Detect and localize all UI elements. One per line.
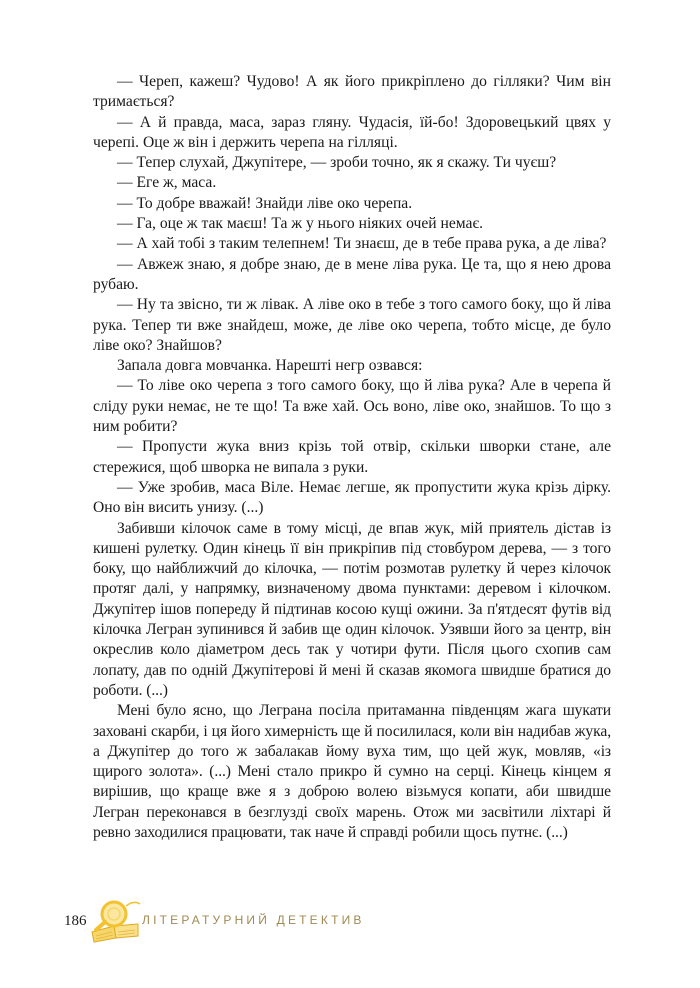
paragraph: — Уже зробив, маса Віле. Немає легше, як пропустити жука крізь дірку. Оно він висить унизу. (...) — [93, 478, 611, 517]
paragraph: — Тепер слухай, Джупітере, — зроби точно, як я скажу. Ти чуєш? — [117, 154, 557, 172]
paragraph: Забивши кілочок саме в тому місці, де впав жук, мій приятель дістав із кишені рулетку. Один кінець її він прикріпив під стовбуром дерева, — з того боку, що найближчий до кілочка, — потім розмотав рулетку й через кілочок протяг далі, у напрямку, визначеному двома пунктами: деревом і кілочком. Джупітер ішов попереду й підтинав косою кущі ожини. За п'ятдесят футів від кілочка Легран зупинився й забив ще один кілочок. Узявши його за центр, він окреслив коло діаметром десь так у чотири фути. Після цього схопив сам лопату, дав по одній Джупітерові й мені й сказав якомога швидше братися до роботи. (...) — [93, 519, 611, 699]
paragraph: — Череп, кажеш? Чудово! А як його прикріплено до гілляки? Чим він тримається? — [93, 73, 611, 111]
series-title: ЛІТЕРАТУРНИЙ ДЕТЕКТИВ — [142, 913, 365, 927]
paragraph: Мені було ясно, що Леграна посіла притаманна південцям жага шукати заховані скарби, і ця його химерність ще й посилилася, коли він надибав жука, а Джупітер до того ж забалакав йому вуха тим, що цей жук, мовляв, «із щирого золота». (...) Мені стало прикро й сумно на серці. Кінець кінцем я вирішив, що краще вже я з доброю волею візьмуся копати, аби швидше Легран переконався в безглузді своїх марень. Отож ми засвітили ліхтарі й ревно заходилися працювати, так наче й справді робили щось путнє. (...) — [93, 702, 611, 841]
paragraph: Запала довга мовчанка. Нарешті негр озвався: — [117, 357, 423, 375]
paragraph: — Га, оце ж так маєш! Та ж у нього ніяких очей немає. — [117, 215, 484, 233]
magnifier-book-logo-icon — [88, 896, 144, 951]
paragraph: — Авжеж знаю, я добре знаю, де в мене ліва рука. Це та, що я нею дрова рубаю. — [93, 255, 611, 293]
page-footer — [64, 896, 664, 956]
paragraph: — Ну та звісно, ти ж лівак. А ліве око в тебе з того самого боку, що й ліва рука. Тепер ти вже знайдеш, може, де ліве око черепа, тобто місце, де було ліве око? Знайшов? — [93, 296, 611, 354]
paragraph: — А хай тобі з таким телепнем! Ти знаєш, де в тебе права рука, а де ліва? — [117, 235, 607, 253]
paragraph: — То добре вважай! Знайди ліве око черепа. — [117, 194, 413, 212]
paragraph: — Пропусти жука вниз крізь той отвір, скільки шворки стане, але стережися, щоб шворка не випала з руки. — [93, 438, 611, 476]
body-text — [93, 72, 611, 843]
paragraph: — То ліве око черепа з того самого боку, що й ліва рука? Але в черепа й сліду руки немає, не те що! Та вже хай. Ось воно, ліве око, знайшов. То що з ним робити? — [93, 377, 611, 436]
page-number: 186 — [64, 913, 87, 929]
paragraph: — Еге ж, маса. — [117, 174, 217, 192]
paragraph: — А й правда, маса, зараз гляну. Чудасія, їй-бо! Здоровецький цвях у черепі. Оце ж він і держить черепа на гілляці. — [93, 113, 611, 151]
